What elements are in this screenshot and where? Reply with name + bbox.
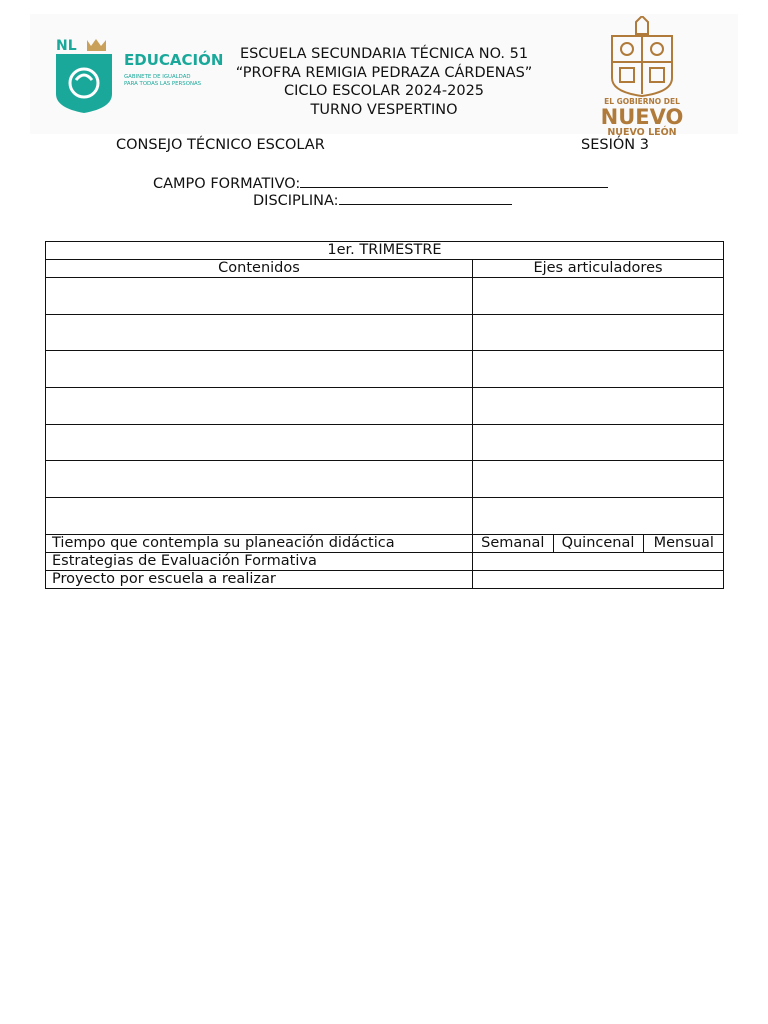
campo-formativo-row: [153, 174, 608, 192]
proyecto-label: Proyecto por escuela a realizar: [46, 570, 473, 588]
option-mensual[interactable]: Mensual: [643, 535, 724, 552]
ejes-cell[interactable]: [473, 498, 724, 535]
gov-line-3: NUEVO LEÓN: [607, 127, 677, 138]
table-row: [46, 351, 724, 388]
table-row: [46, 461, 724, 498]
trimester-plan-table: [45, 241, 724, 589]
gov-line-2: NUEVO: [600, 105, 684, 129]
option-quincenal[interactable]: Quincenal: [553, 535, 643, 552]
session-label: SESIÓN 3: [581, 137, 649, 153]
logo-subtitle-2: PARA TODAS LAS PERSONAS: [124, 81, 202, 87]
logo-nl-text: NL: [56, 38, 77, 54]
table-row: [46, 388, 724, 425]
school-cycle: CICLO ESCOLAR 2024-2025: [283, 83, 485, 99]
nuevo-leon-logo: [586, 16, 698, 138]
table-row: [46, 314, 724, 351]
tiempo-options-cell: [473, 534, 724, 552]
header-ejes: Ejes articuladores: [473, 260, 724, 278]
option-semanal[interactable]: Semanal: [481, 534, 545, 551]
logo-educacion-title: EDUCACIÓN: [124, 51, 224, 69]
proyecto-cell[interactable]: [473, 570, 724, 588]
ejes-cell[interactable]: [473, 314, 724, 351]
tiempo-options: [473, 535, 724, 552]
school-heading: [200, 45, 568, 119]
estrategias-cell[interactable]: [473, 552, 724, 570]
coat-of-arms-icon: [612, 16, 672, 96]
shield-icon: [56, 54, 112, 113]
ejes-cell[interactable]: [473, 278, 724, 315]
contenidos-cell[interactable]: [46, 351, 473, 388]
crown-icon: [87, 39, 106, 51]
logo-subtitle-1: GABINETE DE IGUALDAD: [124, 74, 191, 80]
contenidos-cell[interactable]: [46, 424, 473, 461]
school-name: ESCUELA SECUNDARIA TÉCNICA NO. 51: [239, 46, 529, 62]
campo-formativo-field[interactable]: [300, 174, 608, 188]
school-honoree: “PROFRA REMIGIA PEDRAZA CÁRDENAS”: [235, 64, 533, 81]
contenidos-cell[interactable]: [46, 498, 473, 535]
disciplina-row: [253, 191, 512, 209]
campo-formativo-label: CAMPO FORMATIVO:: [153, 176, 301, 192]
header-contenidos: Contenidos: [46, 260, 473, 278]
ejes-cell[interactable]: [473, 424, 724, 461]
contenidos-cell[interactable]: [46, 388, 473, 425]
tiempo-label: Tiempo que contempla su planeación didáctica: [46, 534, 473, 552]
disciplina-field[interactable]: [339, 191, 512, 205]
contenidos-cell[interactable]: [46, 314, 473, 351]
school-shift: TURNO VESPERTINO: [310, 101, 458, 118]
table-row: [46, 498, 724, 535]
contenidos-cell[interactable]: [46, 461, 473, 498]
ejes-cell[interactable]: [473, 351, 724, 388]
ejes-cell[interactable]: [473, 388, 724, 425]
ejes-cell[interactable]: [473, 461, 724, 498]
table-title: 1er. TRIMESTRE: [46, 242, 724, 260]
table-row: [46, 424, 724, 461]
contenidos-cell[interactable]: [46, 278, 473, 315]
table-row: [46, 278, 724, 315]
disciplina-label: DISCIPLINA:: [253, 193, 339, 209]
estrategias-label: Estrategias de Evaluación Formativa: [46, 552, 473, 570]
council-label: CONSEJO TÉCNICO ESCOLAR: [116, 137, 325, 153]
gov-line-1: EL GOBIERNO DEL: [604, 97, 680, 106]
